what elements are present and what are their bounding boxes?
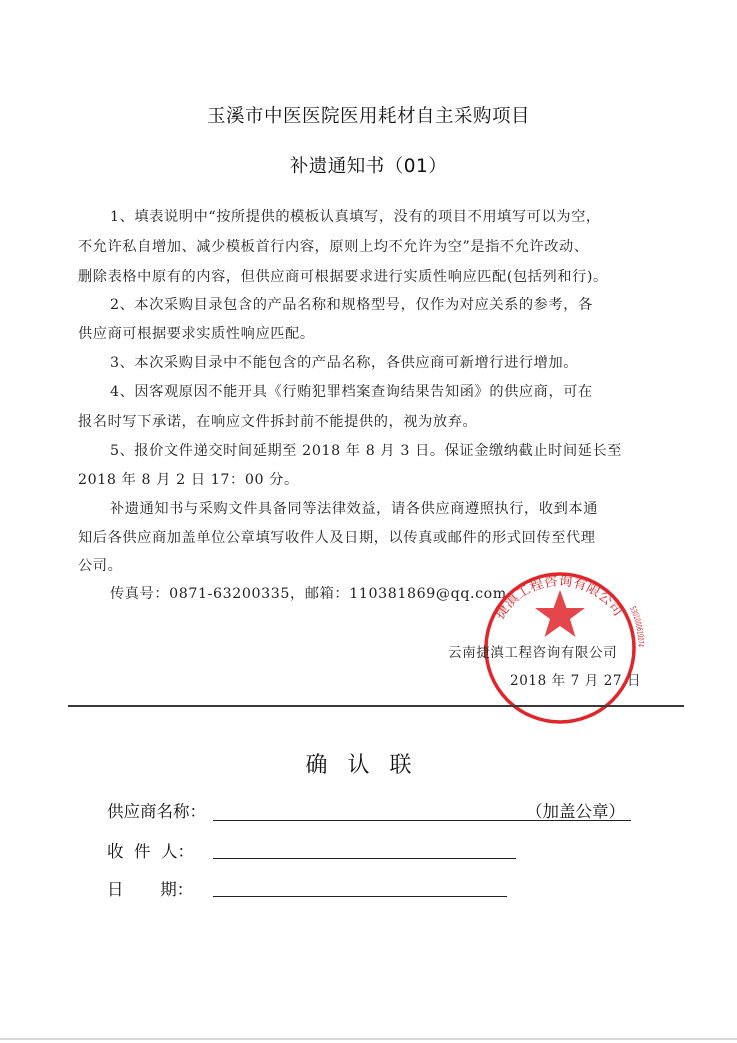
stamp-text: 捷滇工程咨询有限公司 <box>492 574 625 623</box>
recipient-label: 收 件 人： <box>107 842 194 861</box>
paragraph-line: 2、本次采购目录包含的产品名称和规格型号，仅作为对应关系的参考，各 <box>110 297 593 313</box>
paragraph-line: 知后各供应商加盖单位公章填写收件人及日期，以传真或邮件的形式回传至代理 <box>78 530 596 546</box>
section-divider <box>68 705 684 707</box>
star-icon <box>535 590 585 637</box>
signature-date: 2018 年 7 月 27 日 <box>510 673 642 689</box>
document-title: 玉溪市中医医院医用耗材自主采购项目 <box>206 106 530 127</box>
supplier-name-label: 供应商名称： <box>107 802 206 821</box>
paragraph-line: 4、因客观原因不能开具《行贿犯罪档案查询结果告知函》的供应商，可在 <box>110 384 593 400</box>
paragraph-line: 删除表格中原有的内容，但供应商可根据要求进行实质性响应匹配(包括列和行)。 <box>78 269 608 285</box>
stamp-code: 5301000610074 <box>628 605 646 650</box>
paragraph-line: 2018 年 8 月 2 日 17：00 分。 <box>78 472 299 488</box>
paragraph-line: 5、报价文件递交时间延期至 2018 年 8 月 3 日。保证金缴纳截止时间延长至 <box>110 443 623 459</box>
paragraph-line: 3、本次采购目录中不能包含的产品名称，各供应商可新增行进行增加。 <box>110 355 579 371</box>
seal-note: （加盖公章） <box>526 802 625 821</box>
paragraph-line: 供应商可根据要求实质性响应匹配。 <box>78 326 315 342</box>
paragraph-line: 不允许私自增加、减少模板首行内容，原则上均不允许为空”是指不允许改动、 <box>78 239 589 255</box>
date-field[interactable] <box>213 896 507 897</box>
signature-company: 云南捷滇工程咨询有限公司 <box>448 645 618 661</box>
paragraph-line: 报名时写下承诺，在响应文件拆封前不能提供的，视为放弃。 <box>78 414 478 430</box>
paragraph-line: 1、填表说明中“按所提供的模板认真填写，没有的项目不用填写可以为空， <box>110 209 601 225</box>
paragraph-line: 补遗通知书与采购文件具备同等法律效益，请各供应商遵照执行，收到本通 <box>110 501 598 517</box>
document-subtitle: 补遗通知书（01） <box>289 156 448 177</box>
confirmation-title: 确认联 <box>305 753 432 778</box>
contact-line: 传真号：0871-63200335，邮箱：110381869@qq.com <box>110 586 507 602</box>
recipient-field[interactable] <box>213 858 516 859</box>
date-label: 日 期： <box>107 880 194 899</box>
paragraph-line: 公司。 <box>78 558 123 574</box>
page-edge <box>0 1038 737 1040</box>
